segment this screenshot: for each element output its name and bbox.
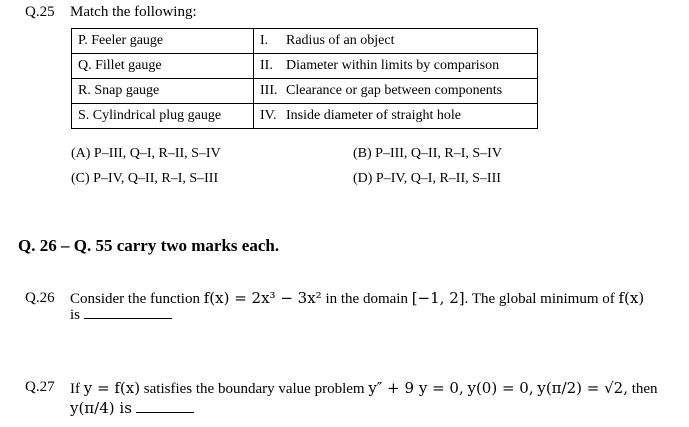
table-row: [72, 104, 538, 129]
answer-blank: [84, 306, 172, 319]
option-d: (D) P–IV, Q–I, R–II, S–III: [353, 171, 501, 186]
left-item: Q. Fillet gauge: [72, 54, 254, 79]
right-item: [254, 54, 538, 79]
answer-blank: [136, 400, 194, 413]
q26-function-ref: f(x): [618, 289, 645, 307]
q27-ode: y″ + 9 y = 0,: [368, 379, 464, 397]
q26-is: is: [70, 307, 81, 323]
q26-number: Q.26: [25, 290, 55, 306]
table-row: [72, 29, 538, 54]
q26-text-after: . The global minimum of: [464, 291, 615, 307]
q26-function: f(x) = 2x³ − 3x²: [203, 289, 322, 307]
q27-text: satisfies the boundary value problem: [143, 381, 365, 397]
q26-text-mid: in the domain: [325, 291, 408, 307]
option-a: (A) P–III, Q–I, R–II, S–IV: [71, 146, 221, 161]
q27-then: then: [631, 381, 658, 397]
q27-y-eq: y = f(x): [83, 379, 141, 397]
right-item: [254, 29, 538, 54]
right-text: Diameter within limits by comparison: [286, 58, 500, 73]
right-item: [254, 79, 538, 104]
left-item: R. Snap gauge: [72, 79, 254, 104]
q25-prompt: Match the following:: [70, 4, 197, 20]
right-num: IV.: [260, 108, 277, 123]
q27-line2: [70, 399, 194, 418]
right-text: Radius of an object: [286, 33, 395, 48]
q27-number: Q.27: [25, 379, 55, 395]
q26-text-before: Consider the function: [70, 291, 200, 307]
q26-domain: [−1, 2]: [411, 289, 465, 307]
table-row: [72, 79, 538, 104]
left-item: P. Feeler gauge: [72, 29, 254, 54]
q27-line1: [70, 379, 658, 398]
q27-is: y(π/4) is: [70, 399, 132, 417]
right-num: II.: [260, 58, 273, 73]
q25-number: Q.25: [25, 4, 55, 20]
q26-line2: [70, 306, 172, 324]
right-num: III.: [260, 83, 278, 98]
option-b: (B) P–III, Q–II, R–I, S–IV: [353, 146, 502, 161]
right-num: I.: [260, 33, 269, 48]
option-c: (C) P–IV, Q–II, R–I, S–III: [71, 171, 219, 186]
right-item: [254, 104, 538, 129]
q27-bc1: y(0) = 0,: [467, 379, 534, 397]
match-table: [71, 28, 538, 129]
right-text: Inside diameter of straight hole: [286, 108, 461, 123]
table-row: [72, 54, 538, 79]
right-text: Clearance or gap between components: [286, 83, 503, 98]
left-item: S. Cylindrical plug gauge: [72, 104, 254, 129]
q27-if: If: [70, 381, 80, 397]
section-heading: Q. 26 – Q. 55 carry two marks each.: [18, 236, 280, 255]
q27-bc2: y(π/2) = √2,: [537, 379, 628, 397]
